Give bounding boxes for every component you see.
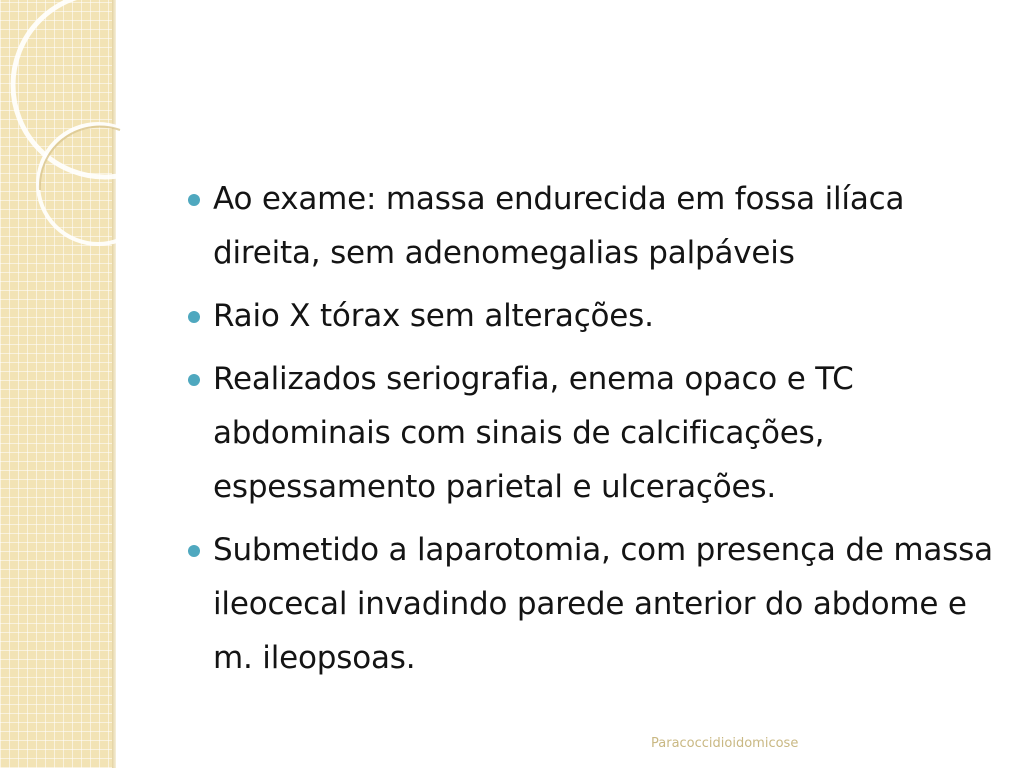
bullet-dot-icon xyxy=(188,311,200,323)
bullet-dot-icon xyxy=(188,545,200,557)
bullet-dot-icon xyxy=(188,374,200,386)
bullet-item xyxy=(186,172,996,280)
bullet-item xyxy=(186,352,996,514)
slide-content xyxy=(186,172,996,694)
bullet-list xyxy=(186,172,996,685)
decorative-side-band xyxy=(0,0,112,768)
bullet-item xyxy=(186,523,996,685)
bullet-item xyxy=(186,289,996,343)
bullet-text: Raio X tórax sem alterações. xyxy=(213,298,654,334)
bullet-text: Submetido a laparotomia, com presença de massa ileocecal invadindo parede anterior do abdome e m. ileopsoas. xyxy=(213,532,993,676)
bullet-text: Realizados seriografia, enema opaco e TC abdominais com sinais de calcificações, espessamento parietal e ulcerações. xyxy=(213,361,854,505)
bullet-text: Ao exame: massa endurecida em fossa ilíaca direita, sem adenomegalias palpáveis xyxy=(213,181,905,271)
slide-footer: Paracoccidioidomicose xyxy=(651,736,799,751)
side-band-edge xyxy=(112,0,116,768)
bullet-dot-icon xyxy=(188,194,200,206)
